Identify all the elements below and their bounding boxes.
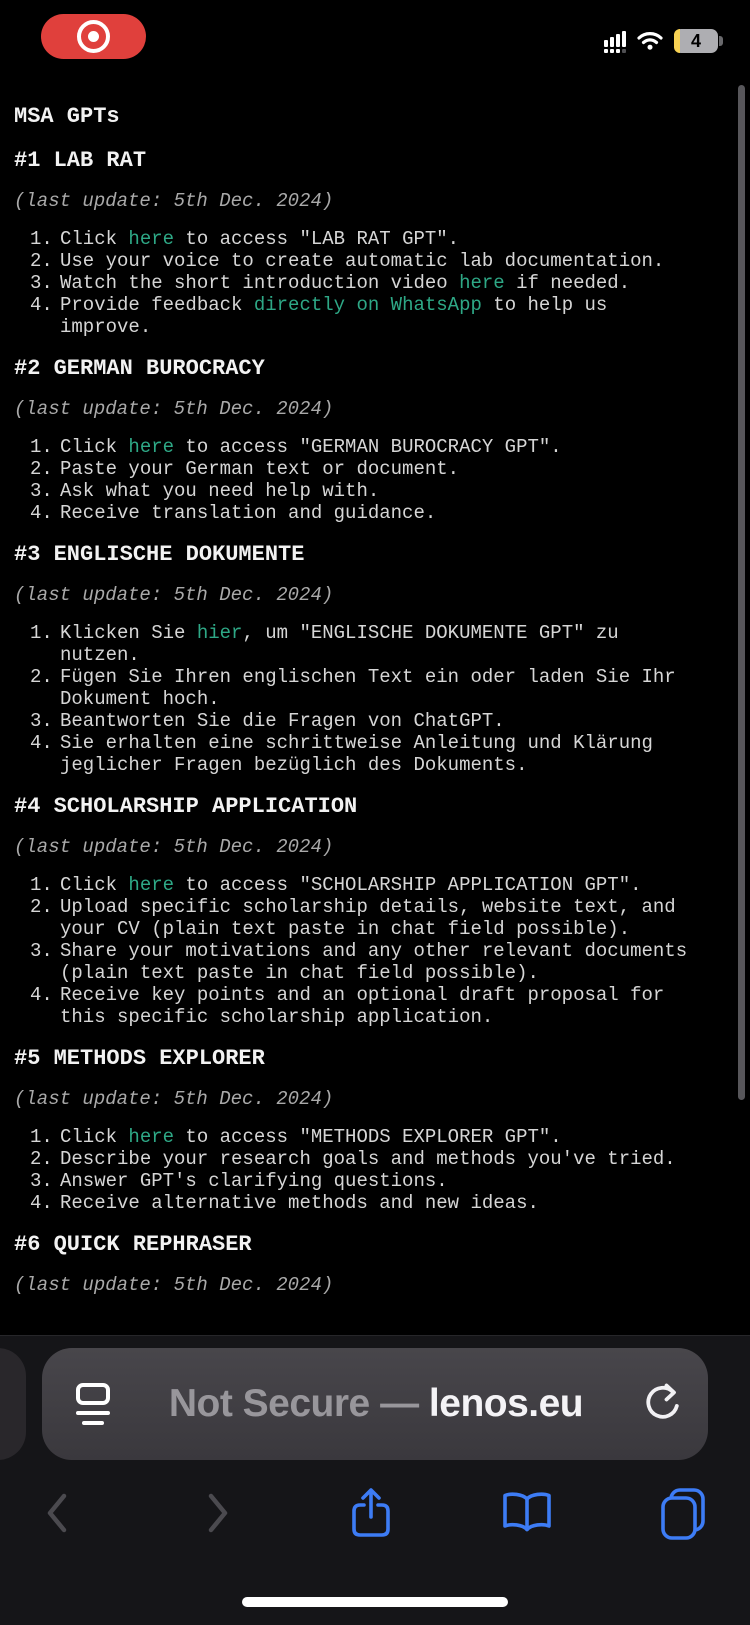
list-item xyxy=(60,1126,696,1148)
last-update-note: (last update: 5th Dec. 2024) xyxy=(14,584,334,606)
tabs-icon[interactable] xyxy=(657,1486,709,1540)
list-item xyxy=(60,294,696,338)
sections xyxy=(14,148,696,1296)
list-item xyxy=(60,250,696,272)
text-segment: Fügen Sie Ihren englischen Text ein oder laden Sie Ihr Dokument hoch. xyxy=(60,666,676,710)
text-segment: Receive translation and guidance. xyxy=(60,502,437,524)
text-segment: Use your voice to create automatic lab documentation. xyxy=(60,250,665,272)
gpt-section xyxy=(14,356,696,524)
page-title: MSA GPTs xyxy=(14,104,120,129)
list-item xyxy=(60,896,696,940)
status-icons xyxy=(604,31,718,53)
back-button[interactable] xyxy=(44,1491,70,1535)
domain-label: lenos.eu xyxy=(428,1382,584,1425)
text-segment: , um "ENGLISCHE DOKUMENTE GPT" zu nutzen. xyxy=(60,622,619,666)
inline-link[interactable]: here xyxy=(459,272,505,294)
record-icon xyxy=(77,20,110,53)
text-segment: Upload specific scholarship details, website text, and your CV (plain text paste in chat field possible). xyxy=(60,896,676,940)
home-indicator[interactable] xyxy=(242,1597,508,1607)
list-item xyxy=(60,272,696,294)
text-segment: Paste your German text or document. xyxy=(60,458,460,480)
text-segment: to access "METHODS EXPLORER GPT". xyxy=(174,1126,562,1148)
battery-icon xyxy=(674,29,718,53)
list-item xyxy=(60,984,696,1028)
section-heading: #4 SCHOLARSHIP APPLICATION xyxy=(14,794,358,819)
list-item xyxy=(60,502,696,524)
cellular-signal-icon xyxy=(604,31,626,53)
text-segment: Sie erhalten eine schrittweise Anleitung und Klärung jeglicher Fragen bezüglich des Dokuments. xyxy=(60,732,653,776)
section-heading: #3 ENGLISCHE DOKUMENTE xyxy=(14,542,305,567)
text-segment: Provide feedback xyxy=(60,294,254,316)
status-bar xyxy=(0,0,750,70)
text-segment: Watch the short introduction video xyxy=(60,272,460,294)
not-secure-label: Not Secure — xyxy=(168,1382,429,1425)
last-update-note: (last update: 5th Dec. 2024) xyxy=(14,1274,334,1296)
instruction-list xyxy=(14,622,696,776)
reader-icon[interactable] xyxy=(76,1383,110,1425)
text-segment: Click xyxy=(60,228,129,250)
share-icon[interactable] xyxy=(349,1486,393,1540)
section-heading: #5 METHODS EXPLORER xyxy=(14,1046,265,1071)
forward-button[interactable] xyxy=(205,1491,231,1535)
text-segment: Ask what you need help with. xyxy=(60,480,380,502)
inline-link[interactable]: here xyxy=(128,436,175,458)
list-item xyxy=(60,1148,696,1170)
inline-link[interactable]: directly on WhatsApp xyxy=(253,294,482,316)
last-update-note: (last update: 5th Dec. 2024) xyxy=(14,190,334,212)
list-item xyxy=(60,228,696,250)
page-scrollbar[interactable] xyxy=(738,85,745,1100)
gpt-section xyxy=(14,542,696,776)
text-segment: Click xyxy=(60,874,129,896)
gpt-section xyxy=(14,1232,696,1296)
text-segment: Click xyxy=(60,1126,129,1148)
section-heading: #6 QUICK REPHRASER xyxy=(14,1232,252,1257)
gpt-section xyxy=(14,794,696,1028)
reload-button[interactable] xyxy=(642,1382,682,1426)
inline-link[interactable]: here xyxy=(128,228,175,250)
list-item xyxy=(60,458,696,480)
text-segment: Klicken Sie xyxy=(60,622,197,644)
last-update-note: (last update: 5th Dec. 2024) xyxy=(14,398,334,420)
gpt-section xyxy=(14,148,696,338)
text-segment: Click xyxy=(60,436,129,458)
text-segment: to access "LAB RAT GPT". xyxy=(174,228,460,250)
list-item xyxy=(60,666,696,710)
bookmarks-icon[interactable] xyxy=(499,1490,555,1536)
battery-percent: 4 xyxy=(690,30,701,51)
instruction-list xyxy=(14,874,696,1028)
instruction-list xyxy=(14,436,696,524)
url-text xyxy=(110,1382,642,1426)
text-segment: to help us improve. xyxy=(60,294,608,338)
text-segment: Share your motivations and any other relevant documents (plain text paste in chat field possible). xyxy=(60,940,688,984)
adjacent-tab-sliver[interactable] xyxy=(0,1348,26,1460)
address-bar[interactable] xyxy=(42,1348,708,1460)
text-segment: Receive alternative methods and new ideas. xyxy=(60,1192,539,1214)
gpt-section xyxy=(14,1046,696,1214)
instruction-list xyxy=(14,228,696,338)
section-heading: #2 GERMAN BUROCRACY xyxy=(14,356,265,381)
list-item xyxy=(60,732,696,776)
text-segment: Beantworten Sie die Fragen von ChatGPT. xyxy=(60,710,505,732)
last-update-note: (last update: 5th Dec. 2024) xyxy=(14,836,334,858)
list-item xyxy=(60,436,696,458)
text-segment: Describe your research goals and methods you've tried. xyxy=(60,1148,676,1170)
list-item xyxy=(60,1170,696,1192)
inline-link[interactable]: here xyxy=(128,874,175,896)
list-item xyxy=(60,940,696,984)
inline-link[interactable]: here xyxy=(128,1126,175,1148)
list-item xyxy=(60,874,696,896)
instruction-list xyxy=(14,1126,696,1214)
text-segment: to access "GERMAN BUROCRACY GPT". xyxy=(174,436,562,458)
safari-bottom-bar xyxy=(0,1335,750,1625)
text-segment: Receive key points and an optional draft proposal for this specific scholarship application. xyxy=(60,984,665,1028)
text-segment: to access "SCHOLARSHIP APPLICATION GPT". xyxy=(174,874,642,896)
inline-link[interactable]: hier xyxy=(196,622,243,644)
section-heading: #1 LAB RAT xyxy=(14,148,147,173)
last-update-note: (last update: 5th Dec. 2024) xyxy=(14,1088,334,1110)
list-item xyxy=(60,1192,696,1214)
wifi-icon xyxy=(637,31,663,51)
list-item xyxy=(60,622,696,666)
list-item xyxy=(60,710,696,732)
text-segment: if needed. xyxy=(504,272,631,294)
list-item xyxy=(60,480,696,502)
text-segment: Answer GPT's clarifying questions. xyxy=(60,1170,448,1192)
screen-recording-indicator[interactable] xyxy=(41,14,146,59)
